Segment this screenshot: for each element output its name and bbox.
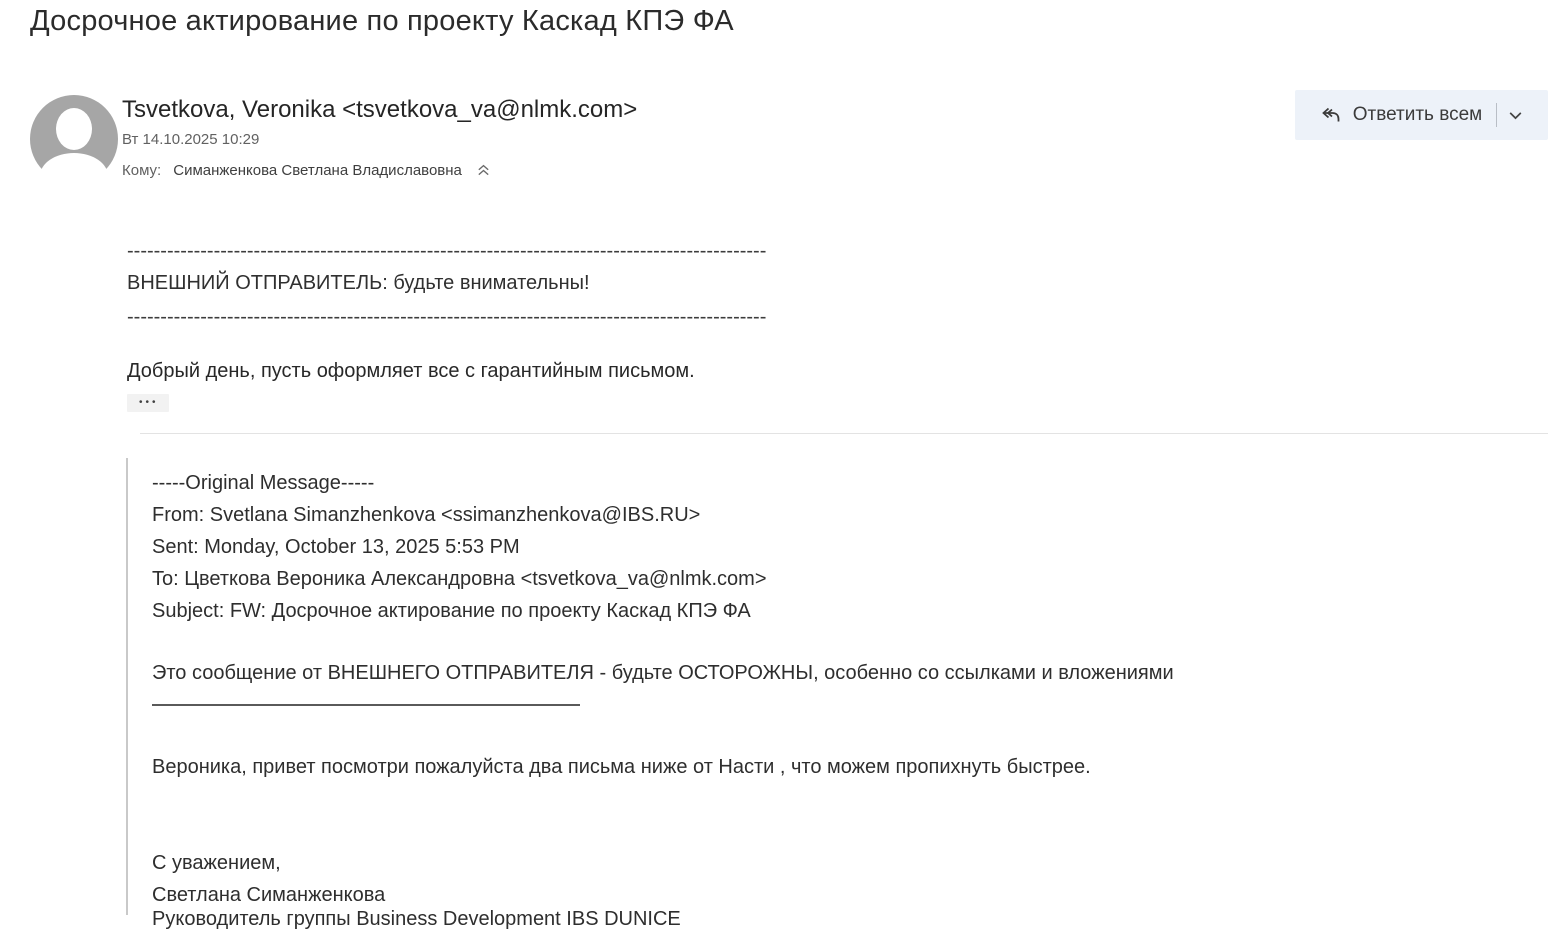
quote-signature-regards: С уважением, — [152, 852, 281, 874]
reply-all-label: Ответить всем — [1352, 104, 1483, 125]
sender-avatar[interactable] — [30, 95, 118, 183]
quote-signature-name: Светлана Симанженкова — [152, 884, 386, 906]
message-greeting-text: Добрый день, пусть оформляет все с гарантийным письмом. — [127, 360, 695, 382]
recipient-name[interactable]: Симанженкова Светлана Владиславовна — [173, 162, 462, 179]
chevron-down-icon[interactable] — [1507, 107, 1524, 124]
quote-underscore-rule — [152, 704, 580, 706]
quote-external-warning: Это сообщение от ВНЕШНЕГО ОТПРАВИТЕЛЯ - будьте ОСТОРОЖНЫ, особенно со ссылками и вложениями — [152, 662, 1174, 684]
banner-dashed-line-top: ------------------------------------------------------------------------------------------------ — [127, 240, 767, 262]
quote-from-line: From: Svetlana Simanzhenkova <ssimanzhenkova@IBS.RU> — [152, 504, 701, 526]
quote-body-text: Вероника, привет посмотри пожалуйста два письма ниже от Насти , что можем пропихнуть быстрее. — [152, 756, 1091, 778]
reply-all-button[interactable] — [1295, 90, 1548, 140]
person-icon-shoulders — [40, 153, 108, 199]
show-trimmed-content-button[interactable]: ••• — [127, 394, 169, 412]
button-separator — [1496, 103, 1497, 127]
quote-subject-line: Subject: FW: Досрочное актирование по проекту Каскад КПЭ ФА — [152, 600, 751, 622]
external-sender-warning: ВНЕШНИЙ ОТПРАВИТЕЛЬ: будьте внимательны! — [127, 272, 590, 294]
message-divider — [140, 433, 1548, 434]
quote-to-line: To: Цветкова Вероника Александровна <tsvetkova_va@nlmk.com> — [152, 568, 767, 590]
sent-date: Вт 14.10.2025 10:29 — [122, 131, 260, 148]
banner-dashed-line-bottom: ------------------------------------------------------------------------------------------------ — [127, 306, 767, 328]
quote-original-message-header: -----Original Message----- — [152, 472, 375, 494]
to-label: Кому: — [122, 162, 162, 179]
sender-name[interactable]: Tsvetkova, Veronika <tsvetkova_va@nlmk.com> — [122, 96, 638, 123]
recipients-row — [122, 162, 491, 179]
quote-signature-title: Руководитель группы Business Development IBS DUNICE — [152, 908, 681, 930]
quote-sent-line: Sent: Monday, October 13, 2025 5:53 PM — [152, 536, 520, 558]
quoted-message-block — [126, 458, 1546, 930]
reply-all-icon — [1319, 103, 1343, 127]
person-icon — [56, 108, 92, 150]
double-chevron-up-icon[interactable] — [476, 163, 491, 178]
email-subject: Досрочное актирование по проекту Каскад КПЭ ФА — [30, 5, 734, 37]
